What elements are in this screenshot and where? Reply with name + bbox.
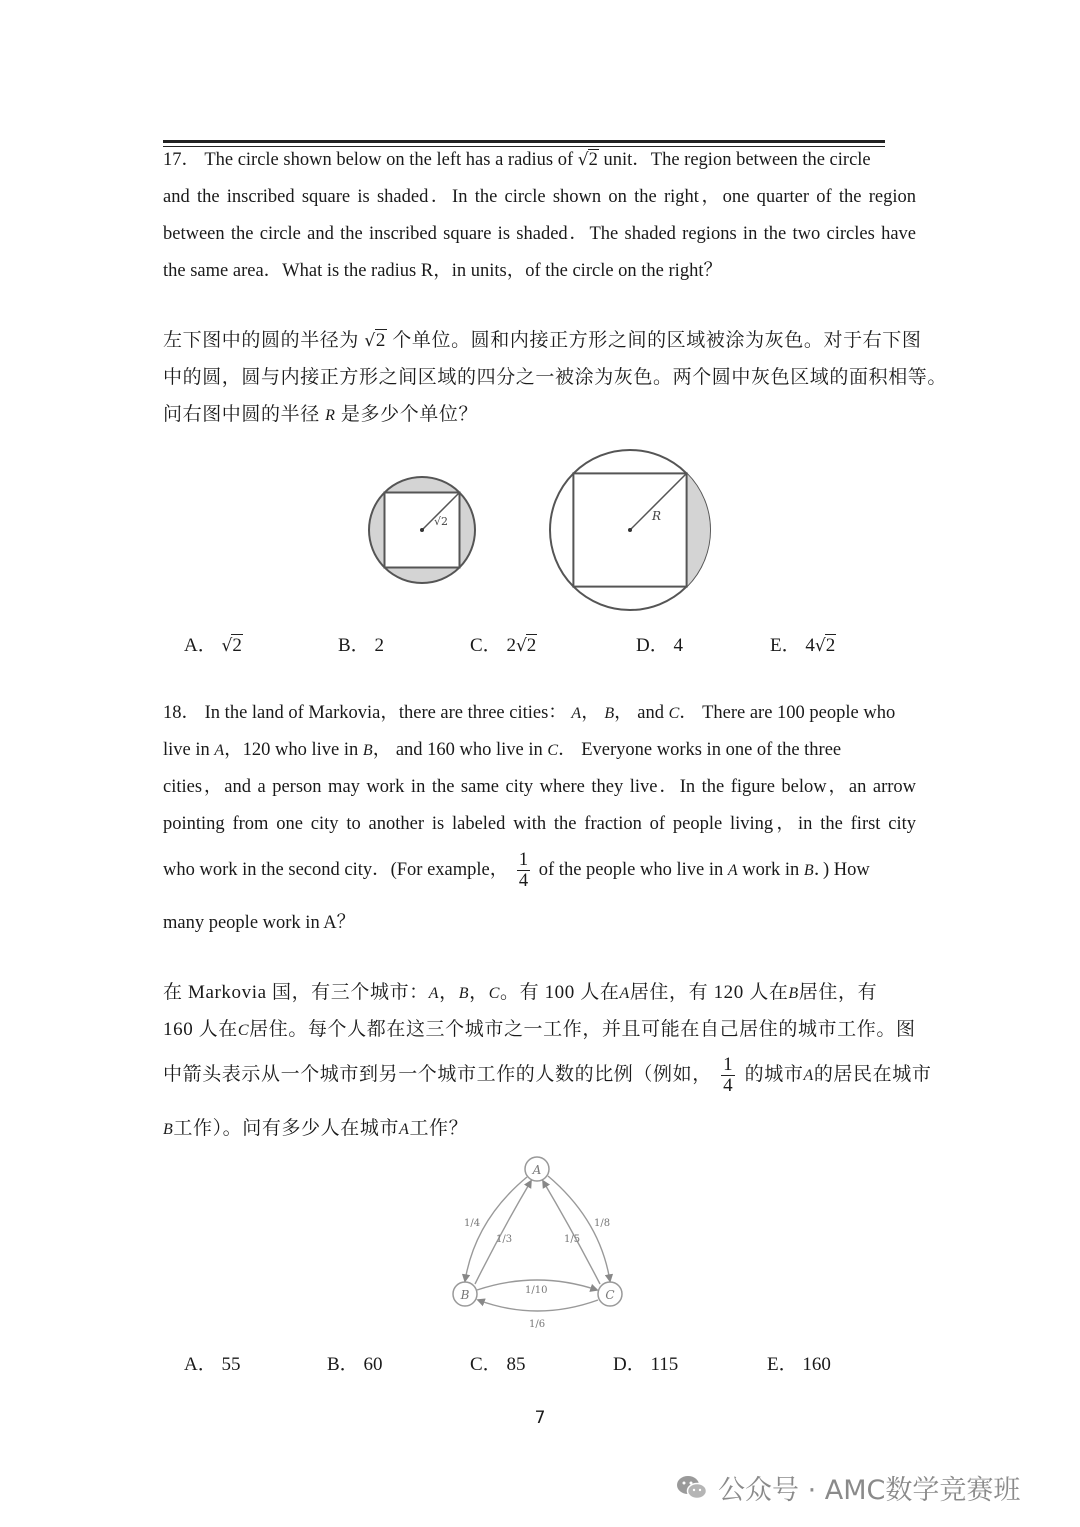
q18-cn-line1: 在 Markovia 国，有三个城市：A，B，C。有 100 人在A居住，有 120 人在B居住，有 bbox=[163, 982, 878, 1003]
q18-number: 18． bbox=[163, 703, 201, 723]
svg-text:1/10: 1/10 bbox=[525, 1285, 548, 1296]
edge-c-to-a bbox=[543, 1181, 600, 1284]
q17-en-line2: and the inscribed square is shaded．In the circle shown on the right，one quarter of the region bbox=[163, 187, 916, 207]
svg-text:B: B bbox=[460, 1288, 470, 1302]
q18-en-line2: live in A，120 who live in B， and 160 who live in C． Everyone works in one of the three bbox=[163, 740, 842, 760]
q18-cn-line4: B工作）。问有多少人在城市A工作？ bbox=[163, 1118, 469, 1139]
q17-choice-d[interactable]: D． 4 bbox=[636, 635, 683, 656]
svg-text:1/6: 1/6 bbox=[529, 1319, 546, 1330]
q17-choice-a[interactable]: A． √2 bbox=[184, 635, 242, 656]
svg-text:1/5: 1/5 bbox=[564, 1234, 581, 1245]
q17-choice-e[interactable]: E． 4√2 bbox=[770, 635, 836, 656]
q18-cn-line2: 160 人在C居住。每个人都在这三个城市之一工作，并且可能在自己居住的城市工作。图 bbox=[163, 1019, 916, 1040]
q17-cn-line2: 中的圆，圆与内接正方形之间区域的四分之一被涂为灰色。两个圆中灰色区域的面积相等。 bbox=[163, 367, 948, 388]
q18-choice-b[interactable]: B． 60 bbox=[327, 1354, 383, 1375]
q17-cn-line1: 左下图中的圆的半径为 √2 个单位。圆和内接正方形之间的区域被涂为灰色。对于右下图 bbox=[163, 330, 922, 351]
right-circle-figure bbox=[550, 450, 710, 610]
svg-text:√2: √2 bbox=[434, 515, 449, 528]
left-circle-figure bbox=[369, 477, 475, 583]
header-rule-thick bbox=[163, 140, 885, 143]
svg-text:A: A bbox=[532, 1163, 542, 1177]
edge-b-to-a bbox=[475, 1181, 531, 1284]
q18-choice-c[interactable]: C． 85 bbox=[470, 1354, 526, 1375]
q18-cn-line3: 中箭头表示从一个城市到另一个城市工作的人数的比例（例如， $\frac{1}{4}$ 的城市A的居民在城市 bbox=[163, 1054, 932, 1097]
q17-figure bbox=[360, 445, 730, 615]
q17-en-line4: the same area．What is the radius R，in units，of the circle on the right？ bbox=[163, 261, 722, 281]
watermark: 公众号 · AMC数学竞赛班 bbox=[676, 1468, 1020, 1507]
svg-text:1/4: 1/4 bbox=[464, 1218, 481, 1229]
q17-en-line3: between the circle and the inscribed square is shaded．The shaded regions in the two circles have bbox=[163, 224, 916, 244]
q18-en-line1: 18． In the land of Markovia，there are three cities： A， B， and C． There are 100 people who bbox=[163, 703, 896, 723]
edge-a-to-b bbox=[465, 1177, 527, 1281]
q18-en-line5: who work in the second city．(For example， $\frac{1}{4}$ of the people who live in A work in B．) How bbox=[163, 850, 870, 892]
q18-choice-e[interactable]: E． 160 bbox=[767, 1354, 831, 1375]
wechat-icon bbox=[676, 1474, 708, 1502]
svg-text:1/8: 1/8 bbox=[594, 1218, 611, 1229]
svg-text:C: C bbox=[605, 1288, 615, 1302]
svg-text:R: R bbox=[652, 509, 662, 523]
q18-en-line3: cities，and a person may work in the same city where they live．In the figure below，an arrow bbox=[163, 777, 916, 797]
header-rule-thin bbox=[163, 146, 885, 147]
svg-text:1/3: 1/3 bbox=[496, 1234, 513, 1245]
q18-graph bbox=[440, 1150, 640, 1340]
q17-choice-c[interactable]: C． 2√2 bbox=[470, 635, 537, 656]
q18-choice-a[interactable]: A． 55 bbox=[184, 1354, 241, 1375]
q18-en-line4: pointing from one city to another is labeled with the fraction of people living，in the first city bbox=[163, 814, 916, 834]
q17-number: 17． bbox=[163, 150, 201, 170]
q18-fraction: $\frac{1}{4}$ bbox=[518, 850, 529, 892]
q17-choice-b[interactable]: B． 2 bbox=[338, 635, 384, 656]
edge-c-to-b bbox=[478, 1300, 598, 1311]
q17-cn-line3: 问右图中圆的半径 R 是多少个单位？ bbox=[163, 404, 479, 425]
page-number: 7 bbox=[534, 1408, 546, 1428]
q17-en-line1: 17． The circle shown below on the left has a radius of √2 unit．The region between the circle bbox=[163, 150, 871, 170]
q17-sqrt: √2 bbox=[577, 150, 598, 170]
q18-choice-d[interactable]: D． 115 bbox=[613, 1354, 679, 1375]
q18-en-line6: many people work in A？ bbox=[163, 913, 356, 933]
